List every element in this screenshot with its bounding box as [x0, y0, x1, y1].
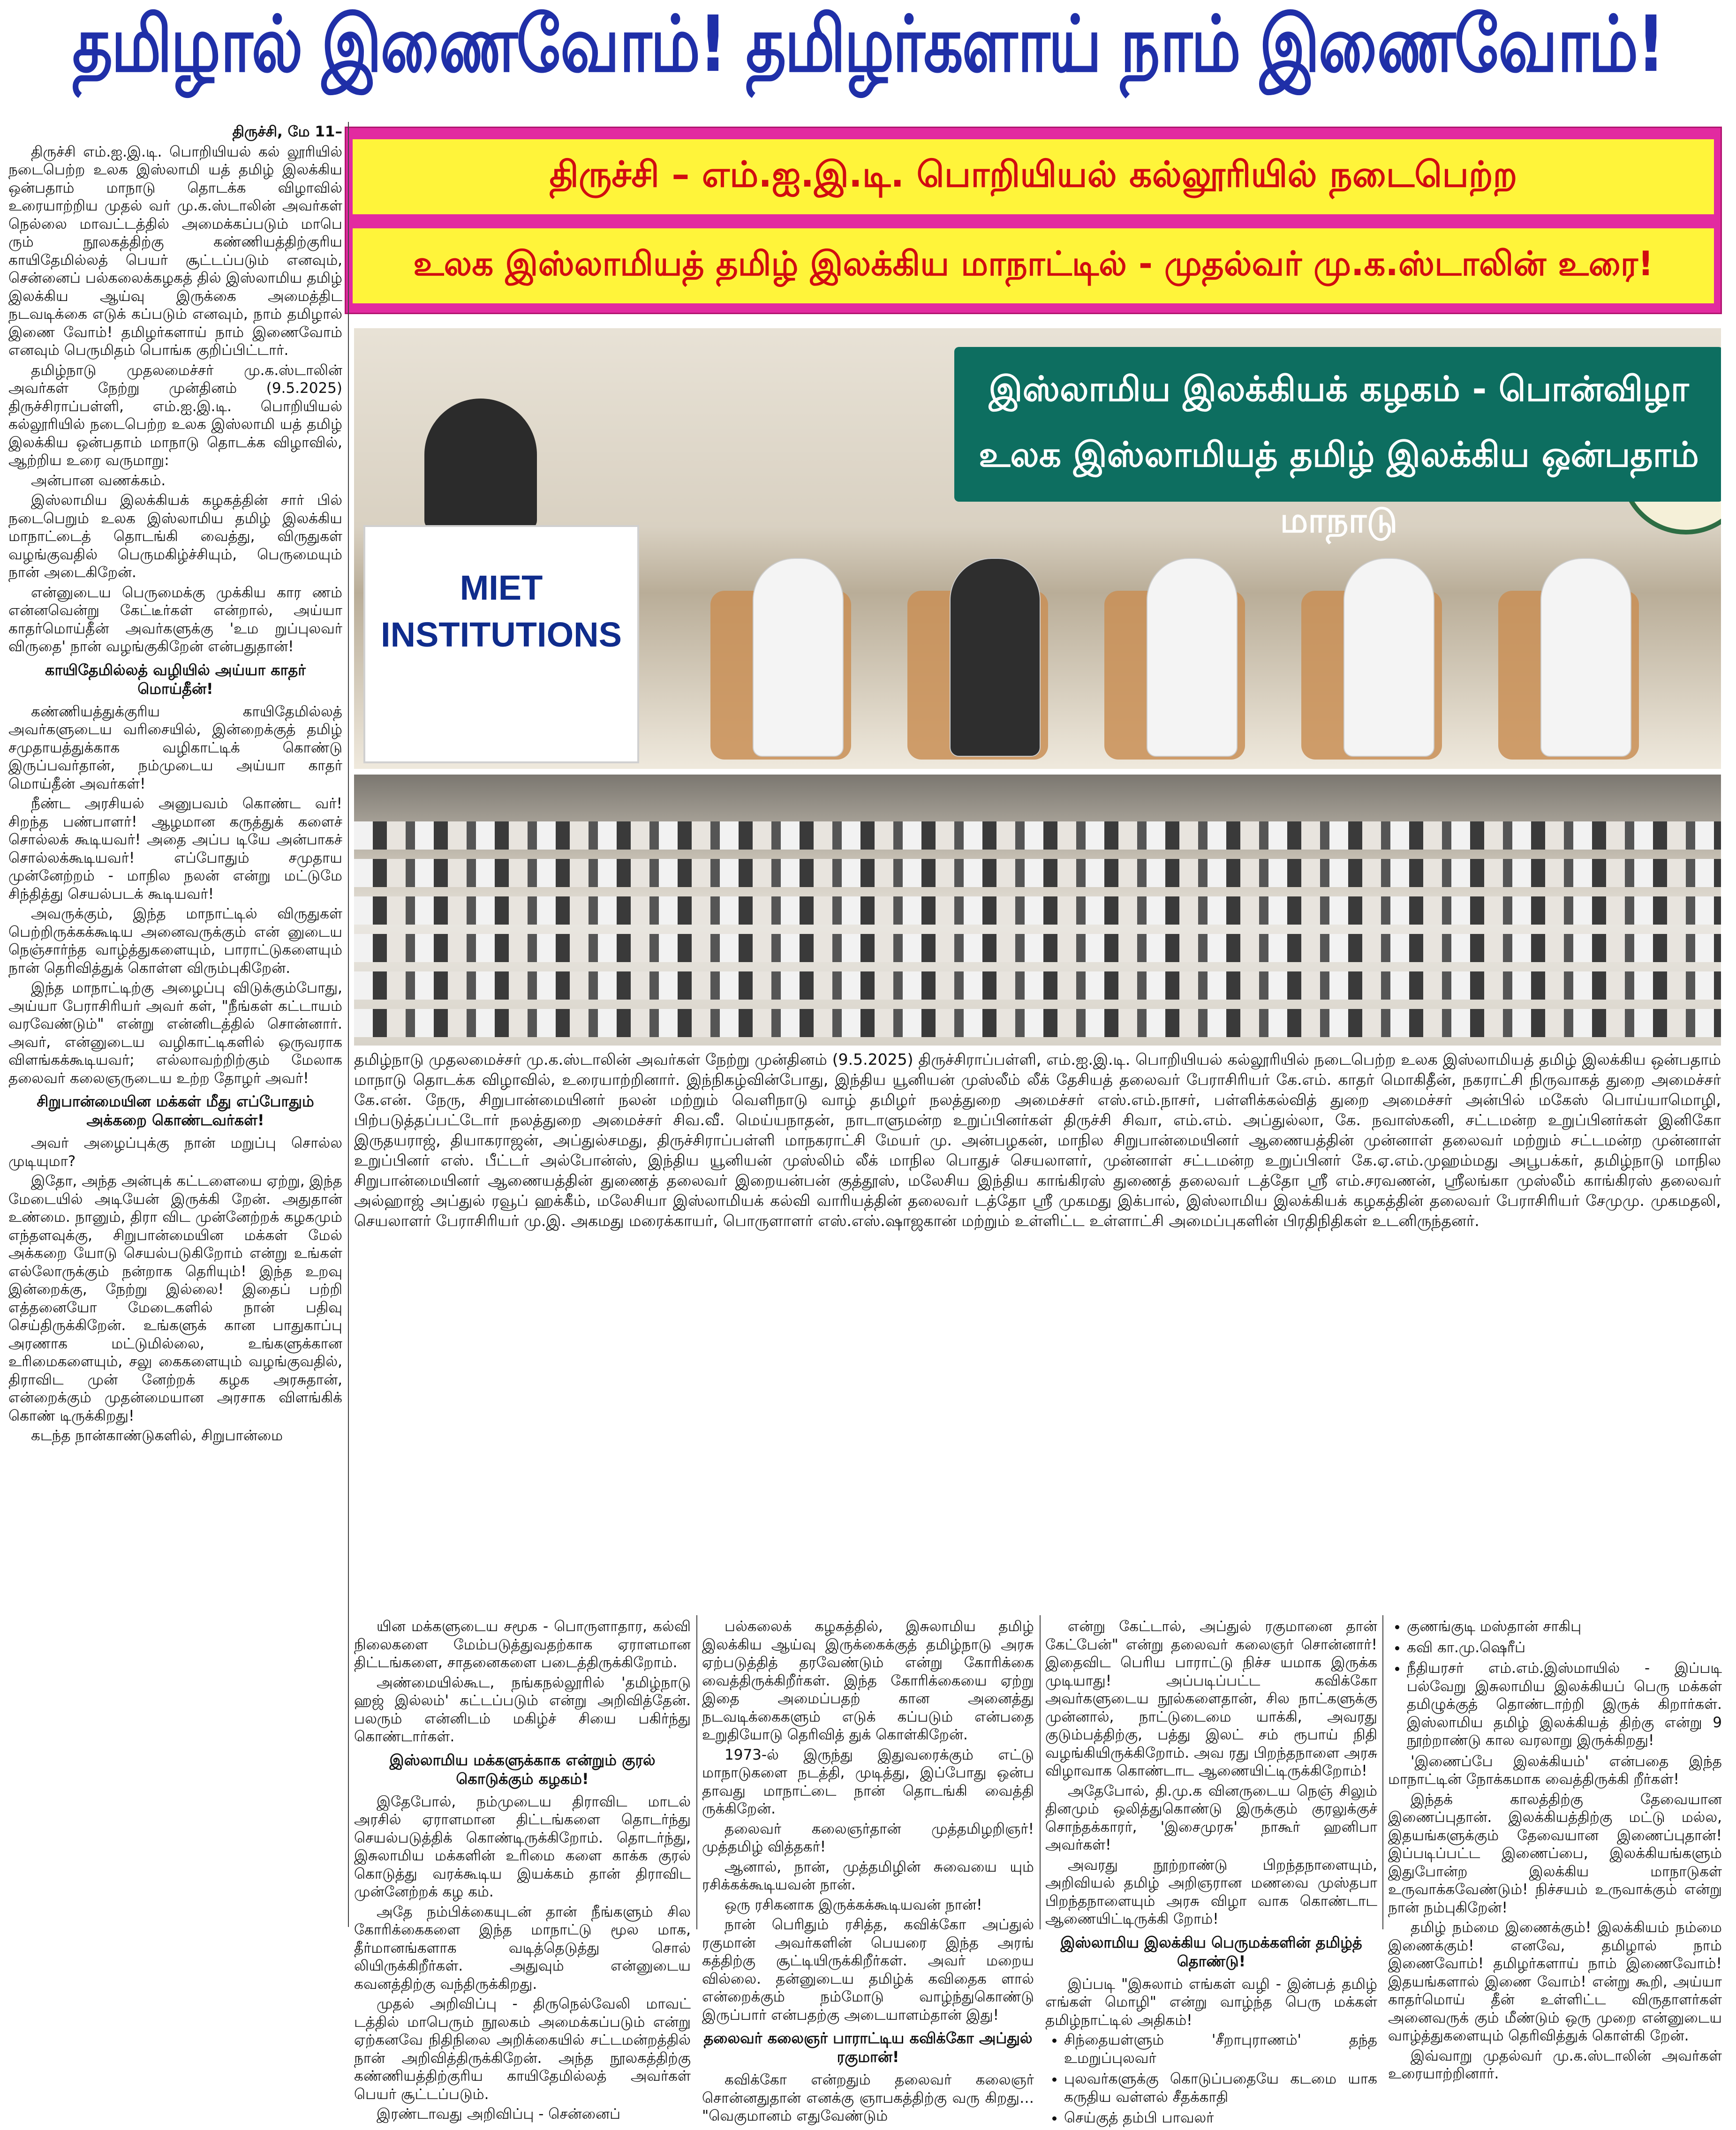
paragraph: நான் பெரிதும் ரசித்த, கவிக்கோ அப்துல் ரகுமான் அவர்களின் பெயரை இந்த அரங் கத்திற்கு சூட்டியிருக்கிறீர்கள். அவர் மறைய வில்லை. தன்னுடைய தமிழ்க் கவிதைக ளால் என்றைக்கும் நம்மோடு வாழ்ந்துகொண்டு இருப்பார் என்பதற்கு அடையாளம்தான் இது!: [702, 1916, 1034, 2024]
masthead: [0, 0, 1736, 98]
paragraph: இந்த மாநாட்டிற்கு அழைப்பு விடுக்கும்போது, அய்யா பேராசிரியர் அவர் கள், "நீங்கள் கட்டாயம் வரவேண்டும்" என்று என்னிடத்தில் சொன்னார். அவர், என்னுடைய வழிகாட்டிகளில் ஒருவராக விளங்கக்கூடியவர்; எல்லாவற்றிற்கும் மேலாக தலைவர் கலைஞருடைய உற்ற தோழர் அவர்!: [8, 979, 342, 1087]
list-item: • கவி கா.மு.ஷெரீப்: [1407, 1639, 1722, 1657]
subheading: தலைவர் கலைஞர் பாராட்டிய கவிக்கோ அப்துல் ரகுமான்!: [703, 2029, 1033, 2066]
paragraph: கவிக்கோ என்றதும் தலைவர் கலைஞர் சொன்னதுதான் எனக்கு ஞாபகத்திற்கு வரு கிறது… "வெகுமானம் எதுவேண்டும்: [702, 2071, 1034, 2124]
audience-row: [354, 934, 1721, 962]
photo-stage: [354, 328, 1721, 769]
dateline: திருச்சி, மே 11–: [232, 123, 342, 140]
paragraph: ஒரு ரசிகனாக இருக்கக்கூடியவன் நான்!: [725, 1896, 982, 1913]
paragraph: என்று கேட்டால், அப்துல் ரகுமானை தான் கேட்பேன்" என்று தலைவர் கலைஞர் சொன்னார்! இதைவிட பெரிய பாராட்டு நிச்ச யமாக இருக்க முடியாது! அப்படிப்பட்ட கவிக்கோ அவர்களுடைய நூல்களைதான், சில நாட்களுக்கு முன்னால், நாட்டுடைமை யாக்கி, அவரது குடும்பத்திற்கு, பத்து இலட் சம் ரூபாய் நிதி வழங்கியிருக்கிறோம். அவ ரது பிறந்தநாளை அரசு விழாவாக கொண்டாட ஆணையிட்டிருக்கிறோம்!: [1045, 1618, 1377, 1779]
audience-row: [354, 821, 1721, 850]
paragraph: அதே நம்பிக்கையுடன் தான் நீங்களும் சில கோரிக்கைகளை இந்த மாநாட்டு மூல மாக, தீர்மானங்களாக வடித்தெடுத்து சொல் லியிருக்கிறீர்கள். அதுவும் என்னுடைய கவனத்திற்கு வந்திருக்கிறது.: [354, 1903, 691, 1993]
audience-row: [354, 1009, 1721, 1037]
paragraph: தமிழ் நம்மை இணைக்கும்! இலக்கியம் நம்மை இணைக்கும்! எனவே, தமிழால் நாம் இணைவோம்! தமிழர்களாய் நாம் இணைவோம்! இதயங்களால் இணை வோம்! என்று கூறி, அய்யா காதர்மொய் தீன் உள்ளிட்ட விருதாளர்கள் அனைவருக் கும் மீண்டும் ஒரு முறை என்னுடைய வாழ்த்துகளையும் தெரிவித்துக் கொள்கி றேன்.: [1388, 1919, 1722, 2044]
subheading: இஸ்லாமிய மக்களுக்காக என்றும் குரல் கொடுக்கும் கழகம்!: [389, 1751, 656, 1788]
paragraph: திருச்சி எம்.ஐ.இ.டி. பொறியியல் கல் லூரியில் நடைபெற்ற உலக இஸ்லாமி யத் தமிழ் இலக்கிய ஒன்பதாம் மாநாடு தொடக்க விழாவில் உரையாற்றிய முதல் வர் மு.க.ஸ்டாலின் அவர்கள் நெல்லை மாவட்டத்தில் அமைக்கப்படும் மாபெ ரும் நூலகத்திற்கு கண்ணியத்திற்குரிய காயிதேமில்லத் பெயர் சூட்டப்படும் எனவும், சென்னைப் பல்கலைக்கழகத் தில் இஸ்லாமிய தமிழ் இலக்கிய ஆய்வு இருக்கை அமைத்திட நடவடிக்கை எடுக் கப்படும் எனவும், நாம் தமிழால் இணை வோம்! தமிழர்களாய் நாம் இணைவோம் எனவும் பெருமிதம் பொங்க குறிப்பிட்டார்.: [8, 143, 342, 359]
paragraph: அவரது நூற்றாண்டு பிறந்தநாளையும், அறிவியல் தமிழ் அறிஞரான மணவை முஸ்தபா பிறந்தநாளையும் அரசு விழா வாக கொண்டாட ஆணையிட்டிருக்கி றோம்!: [1045, 1856, 1377, 1927]
podium: [363, 525, 639, 763]
paragraph: இந்தக் காலத்திற்கு தேவையான இணைப்புதான். இலக்கியத்திற்கு மட்டு மல்ல, இதயங்களுக்கும் தேவையான இணைப்புதான்! இப்படிப்பட்ட இணைப்பை, இலக்கியங்களும் இதுபோன்ற இலக்கிய மாநாடுகள் உருவாக்கவேண்டும்! நிச்சயம் உருவாக்கும் என்று நான் நம்புகிறேன்!: [1388, 1791, 1722, 1916]
paragraph: இதேபோல், நம்முடைய திராவிட மாடல் அரசில் ஏராளமான திட்டங்களை தொடர்ந்து செயல்படுத்திக் கொண்டிருக்கிறோம். தொடர்ந்து, இசுலாமிய மக்களின் உரிமை களை காக்க குரல் கொடுத்து வரக்கூடிய இயக்கம் தான் திராவிட முன்னேற்றக் கழ கம்.: [354, 1793, 691, 1900]
paragraph: அதேபோல், தி.மு.க வினருடைய நெஞ் சிலும் தினமும் ஒலித்துகொண்டு இருக்கும் குரலுக்குச் சொந்தக்காரர், 'இசைமுரசு' நாகூர் ஹனிபா அவர்கள்!: [1045, 1782, 1377, 1853]
paragraph: யின மக்களுடைய சமூக - பொருளாதார, கல்வி நிலைகளை மேம்படுத்துவதற்காக ஏராளமான திட்டங்களை, சாதனைகளை படைத்திருக்கிறோம்.: [354, 1618, 691, 1671]
column-divider: [1382, 1615, 1383, 1929]
stage-banner-line-2: உலக இஸ்லாமியத் தமிழ் இலக்கிய ஒன்பதாம் மாநாடு: [979, 435, 1699, 541]
paragraph: இதோ, அந்த அன்புக் கட்டளையை ஏற்று, இந்த மேடையில் அடியேன் இருக்கி றேன். அதுதான் உண்மை. நானும், திரா விட முன்னேற்றக் கழகமும் எந்தளவுக்கு, சிறுபான்மையின மக்கள் மேல் அக்கறை யோடு செயல்படுகிறோம் என்று உங்கள் எல்லோருக்கும் நன்றாக தெரியும்! இந்த உறவு இன்றைக்கு, நேற்று இல்லை! இதைப் பற்றி எத்தனையோ மேடைகளில் நான் பதிவு செய்திருக்கிறேன். உங்களுக் கான பாதுகாப்பு அரணாக மட்டுமில்லை, உங்களுக்கான உரிமைகளையும், சலு கைகளையும் வழங்குவதில், திராவிட முன் னேற்றக் கழக அரசுதான், என்றைக்கும் முதன்மையான அரசாக விளங்கிக் கொண் டிருக்கிறது!: [8, 1173, 342, 1424]
article-column-5: [1388, 1618, 1722, 2085]
column-divider: [348, 122, 349, 1927]
subheading: காயிதேமில்லத் வழியில் அய்யா காதர் மொய்தீன்!: [45, 661, 306, 698]
paragraph: நீண்ட அரசியல் அனுபவம் கொண்ட வர்! சிறந்த பண்பாளர்! ஆழமான கருத்துக் களைச் சொல்லக் கூடியவர்! அதை அப்ப டியே அன்பாகச் சொல்லக்கூடியவர்! எப்போதும் சமுதாய முன்னேற்றம் - மாநில நலன் என்று மட்டுமே சிந்தித்து செயல்படக் கூடியவர்!: [8, 795, 342, 903]
podium-sign: MIET INSTITUTIONS: [370, 564, 633, 611]
subheading: சிறுபான்மையின மக்கள் மீது எப்போதும் அக்கறை கொண்டவர்கள்!: [37, 1092, 314, 1129]
column-divider: [1040, 1615, 1041, 1929]
guest-figure: [1540, 558, 1631, 757]
paragraph: இவ்வாறு முதல்வர் மு.க.ஸ்டாலின் அவர்கள் உரையாற்றினார்.: [1388, 2047, 1722, 2082]
list-item: • சிந்தையள்ளும் 'சீறாபுராணம்' தந்த உமறுப்புலவர்: [1064, 2031, 1377, 2067]
audience-row: [354, 896, 1721, 925]
column-divider: [696, 1615, 697, 1929]
paragraph: இஸ்லாமிய இலக்கியக் கழகத்தின் சார் பில் நடைபெறும் உலக இஸ்லாமிய தமிழ் இலக்கிய மாநாட்டைத் தொடங்கி வைத்து, விருதுகள் வழங்குவதில் பெருமகிழ்ச்சியும், பெருமையும் நான் அடைகிறேன்.: [8, 492, 342, 581]
paragraph: முதல் அறிவிப்பு - திருநெல்வேலி மாவட் டத்தில் மாபெரும் நூலகம் அமைக்கப்படும் என்று ஏற்கனவே நிதிநிலை அறிக்கையில் சட்டமன்றத்தில் நான் அறிவித்திருக்கிறேன். அந்த நூலகத்திற்கு கண்ணியத்திற்குரிய காயிதேமில்லத் அவர்கள் பெயர் சூட்டப்படும்.: [354, 1995, 691, 2103]
guest-figure: [950, 558, 1041, 757]
list-item: • புலவர்களுக்கு கொடுப்பதையே கடமை யாக கருதிய வள்ளல் சீதக்காதி: [1064, 2070, 1377, 2106]
article-column-3: [702, 1618, 1034, 2127]
headline-banner: [345, 127, 1722, 314]
article-column-4: [1045, 1618, 1377, 2130]
list-item: • குணங்குடி மஸ்தான் சாகிபு: [1407, 1618, 1722, 1636]
photo-caption: தமிழ்நாடு முதலமைச்சர் மு.க.ஸ்டாலின் அவர்கள் நேற்று முன்தினம் (9.5.2025) திருச்சிராப்பள்ளி, எம்.ஐ.இ.டி. பொறியியல் கல்லூரியில் நடைபெற்ற உலக இஸ்லாமியத் தமிழ் இலக்கிய ஒன்பதாம் மாநாடு தொடக்க விழாவில், உரையாற்றினார். இந்நிகழ்வின்போது, இந்திய யூனியன் முஸ்லீம் லீக் தேசியத் தலைவர் பேராசிரியர் கே.எம். காதர் மொகிதீன், நகராட்சி நிருவாகத் துறை அமைச்சர் கே.என். நேரு, சிறுபான்மையினர் நலன் மற்றும் வெளிநாடு வாழ் தமிழர் நலத்துறை அமைச்சர் எஸ்.எம்.நாசர், பள்ளிக்கல்வித் துறை அமைச்சர் அன்பில் மகேஸ் பொய்யாமொழி, பிற்படுத்தப்பட்டோர் நலத்துறை அமைச்சர் சிவ.வீ. மெய்யநாதன், நாடாளுமன்ற உறுப்பினர்கள் திருச்சி சிவா, எம்.எம். அப்துல்லா, கே. நவாஸ்கனி, சட்டமன்ற உறுப்பினர்கள் இனிகோ இருதயராஜ், தியாகராஜன், அப்துல்சமது, திருச்சிராப்பள்ளி மாநகராட்சி மேயர் மு. அன்பழகன், மாநில சிறுபான்மையினர் ஆணையத்தின் முன்னாள் தலைவர் மற்றும் சட்டமன்ற முன்னாள் உறுப்பினர் எஸ். பீட்டர் அல்போன்ஸ், இந்திய யூனியன் முஸ்லிம் லீக் மாநில பொதுச் செயலாளர், முன்னாள் சட்டமன்ற உறுப்பினர் கே.ஏ.எம்.முஹம்மது அபூபக்கர், தமிழ்நாடு மாநில சிறுபான்மையினர் ஆணையத்தின் துணைத் தலைவர் இறையன்பன் குத்தூஸ், மலேசிய இந்திய காங்கிரஸ் துணைத் தலைவர் டத்தோ ஸ்ரீ எம்.சரவணன், ஸ்ரீலங்கா முஸ்லீம் காங்கிரஸ் தலைவர் அல்ஹாஜ் அப்துல் ரவூப் ஹக்கீம், மலேசியா இஸ்லாமியக் கல்வி வாரியத்தின் தலைவர் டத்தோ ஸ்ரீ முகமது இக்பால், இஸ்லாமிய இலக்கியக் கழகத்தின் தலைவர் பேராசிரியர் சேமுமு. முகமதலி, செயலாளர் பேராசிரியர் மு.இ. அகமது மரைக்காயர், பொருளாளர் எஸ்.எஸ்.ஷாஜகான் மற்றும் உள்ளிட்ட உள்ளாட்சி அமைப்புகளின் பிரதிநிதிகள் உடனிருந்தனர்.: [354, 1050, 1721, 1230]
subheading: இஸ்லாமிய இலக்கிய பெருமக்களின் தமிழ்த் தொண்டு!: [1060, 1933, 1362, 1970]
stage-banner-line-1: இஸ்லாமிய இலக்கியக் கழகம் - பொன்விழா: [989, 369, 1689, 409]
audience-row: [354, 971, 1721, 1000]
guest-figure: [1344, 558, 1434, 757]
photo-audience: [354, 775, 1721, 1046]
poet-list: [1388, 1618, 1722, 1750]
paragraph: இரண்டாவது அறிவிப்பு - சென்னைப்: [377, 2106, 621, 2122]
paragraph: அண்மையில்கூட, நங்கநல்லூரில் 'தமிழ்நாடு ஹஜ் இல்லம்' கட்டப்படும் என்று அறிவித்தேன். பலரும் என்னிடம் மகிழ்ச் சியை பகிர்ந்து கொண்டார்கள்.: [354, 1674, 691, 1745]
audience-row: [354, 859, 1721, 887]
stage-banner: [954, 347, 1721, 541]
guest-figure: [1147, 558, 1238, 757]
paragraph: கண்ணியத்துக்குரிய காயிதேமில்லத் அவர்களுடைய வரிசையில், இன்றைக்குத் தமிழ் சமுதாயத்துக்காக வழிகாட்டிக் கொண்டு இருப்பவர்தான், நம்முடைய அய்யா காதர் மொய்தீன் அவர்கள்!: [8, 703, 342, 792]
list-item: • செய்குத் தம்பி பாவலர்: [1064, 2109, 1377, 2127]
headline-line-1: திருச்சி – எம்.ஐ.இ.டி. பொறியியல் கல்லூரியில் நடைபெற்ற: [353, 139, 1714, 214]
article-column-2: [354, 1618, 691, 2125]
paragraph: 'இணைப்பே இலக்கியம்' என்பதை இந்த மாநாட்டின் நோக்கமாக வைத்திருக்கி றீர்கள்!: [1388, 1753, 1722, 1788]
paragraph: தமிழ்நாடு முதலமைச்சர் மு.க.ஸ்டாலின் அவர்கள் நேற்று முன்தினம் (9.5.2025) திருச்சிராப்பள்ளி, எம்.ஐ.இ.டி. பொறியியல் கல்லூரியில் நடைபெற்ற உலக இஸ்லாமி யத் தமிழ் இலக்கிய ஒன்பதாம் மாநாடு தொடக்க விழாவில், ஆற்றிய உரை வருமாறு:: [8, 361, 342, 469]
paragraph: 1973-ல் இருந்து இதுவரைக்கும் எட்டு மாநாடுகளை நடத்தி, முடித்து, இப்போது ஒன்ப தாவது மாநாட்டை நான் தொடங்கி வைத்தி ருக்கிறேன்.: [702, 1746, 1034, 1817]
paragraph: அன்பான வணக்கம்.: [31, 472, 166, 489]
paragraph: என்னுடைய பெருமைக்கு முக்கிய கார ணம் என்னவென்று கேட்டீர்கள் என்றால், அய்யா காதர்மொய்தீன் அவர்களுக்கு 'உம றுப்புலவர் விருதை' நான் வழங்குகிறேன் என்பதுதான்!: [8, 584, 342, 655]
masthead-slogan: தமிழால் இணைவோம்! தமிழர்களாய் நாம் இணைவோம்!: [72, 0, 1664, 90]
poet-list: [1045, 2031, 1377, 2127]
article-column-1: [8, 123, 342, 1447]
paragraph: கடந்த நான்காண்டுகளில், சிறுபான்மை: [31, 1427, 283, 1444]
paragraph: அவர் அழைப்புக்கு நான் மறுப்பு சொல்ல முடியுமா?: [8, 1135, 342, 1170]
paragraph: தலைவர் கலைஞர்தான் முத்தமிழறிஞர்! முத்தமிழ் வித்தகர்!: [702, 1820, 1034, 1855]
paragraph: ஆனால், நான், முத்தமிழின் சுவையை யும் ரசிக்கக்கூடியவன் நான்.: [702, 1858, 1034, 1893]
paragraph: பல்கலைக் கழகத்தில், இசுலாமிய தமிழ் இலக்கிய ஆய்வு இருக்கைக்குத் தமிழ்நாடு அரசு ஏற்படுத்தித் தரவேண்டும் என்று கோரிக்கை வைத்திருக்கிறீர்கள். இந்த கோரிக்கையை ஏற்று இதை அமைப்பதற் கான அனைத்து நடவடிக்கைகளும் எடுக் கப்படும் என்பதை உறுதியோடு தெரிவித் துக் கொள்கிறேன்.: [702, 1618, 1034, 1743]
headline-line-2: உலக இஸ்லாமியத் தமிழ் இலக்கிய மாநாட்டில் - முதல்வர் மு.க.ஸ்டாலின் உரை!: [353, 228, 1714, 303]
paragraph: இப்படி "இசுலாம் எங்கள் வழி - இன்பத் தமிழ் எங்கள் மொழி" என்று வாழ்ந்த பெரு மக்கள் தமிழ்நாட்டில் அதிகம்!: [1045, 1975, 1377, 2029]
paragraph: அவருக்கும், இந்த மாநாட்டில் விருதுகள் பெற்றிருக்கக்கூடிய அனைவருக்கும் என் னுடைய நெஞ்சார்ந்த வாழ்த்துகளையும், பாராட்டுகளையும் நான் தெரிவித்துக் கொள்ள விரும்புகிறேன்.: [8, 905, 342, 977]
list-item: • நீதியரசர் எம்.எம்.இஸ்மாயில் - இப்படி பல்வேறு இசுலாமிய இலக்கியப் பெரு மக்கள் தமிழுக்குத் தொண்டாற்றி இருக் கிறார்கள். இஸ்லாமிய தமிழ் இலக்கியத் திற்கு என்று 9 நூற்றாண்டு கால வரலாறு இருக்கிறது!: [1407, 1659, 1722, 1750]
speaker-figure: [424, 399, 537, 530]
guest-figure: [753, 558, 844, 757]
